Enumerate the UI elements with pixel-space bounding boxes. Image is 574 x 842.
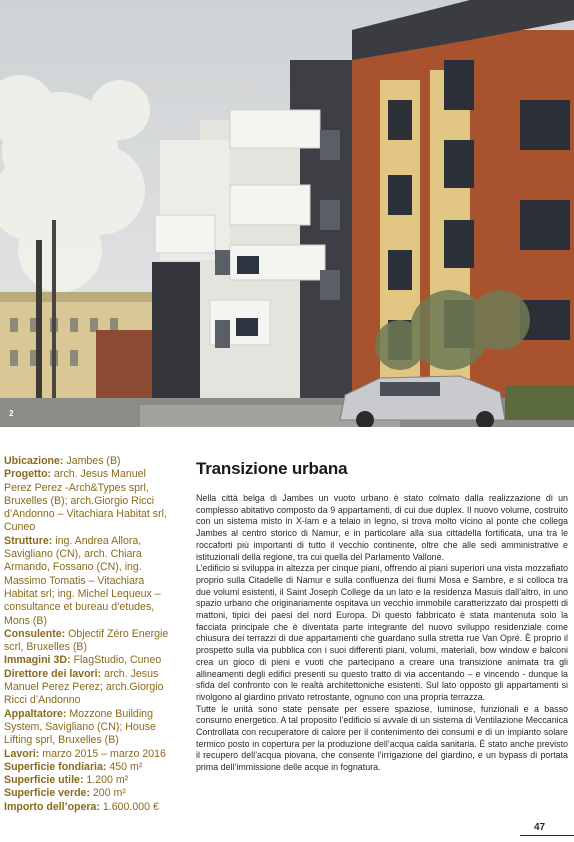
- info-direttore-lavori: Direttore dei lavori: arch. Jesus Manuel Perez Perez; arch.Giorgio Ricci d’Andonno: [4, 667, 164, 707]
- article-title: Transizione urbana: [196, 459, 348, 478]
- info-appaltatore: Appaltatore: Mozzone Building System, Savigliano (CN); House Lifting sprl, Bruxelles (B): [4, 707, 156, 747]
- article-body: [196, 493, 568, 774]
- info-superficie-verde: Superficie verde: 200 m²: [4, 787, 126, 800]
- article-paragraph: Tutte le unità sono state pensate per essere spaziose, luminose, funzionali e a basso consumo energetico. A tal proposito l’edificio si avvale di un sistema di Ventilazione Meccanica Controllata con recuperatore di calore per il contenimento dei consumi e di un impianto solare termico posto in copertura per la produzione dell’acqua calda sanitaria. È stato anche previsto il recupero dell’acqua piovana, che consente l’irrigazione del giardino, e un bypass di portata prima dell’immissione delle acque in fognatura.: [196, 703, 568, 773]
- page-number-rule: [520, 835, 574, 836]
- article-paragraph: Nella città belga di Jambes un vuoto urbano è stato colmato dalla realizzazione di un complesso abitativo composto da 9 appartamenti, di cui due duplex. Il nuovo volume, costruito con un sistema misto in X-lam e a telaio in legno, si trova molto vicino al ponte che collega Jambes al centro storico di Namur, e in particolare alla sua cittadella fortificata, una tra le roccaforti più importanti di tutto il vecchio continente, oltre che alle sedi amministrative e istituzionali della regione, tra cui quella del Parlamento Vallone.: [196, 493, 568, 562]
- info-consulente: Consulente: Objectif Zéro Energie scrl, Bruxelles (B): [4, 627, 169, 654]
- article-paragraph: L’edificio si sviluppa in altezza per cinque piani, offrendo ai piani superiori una vista mozzafiato proprio sulla Citadelle di Namur e sulla confluenza dei fiumi Mosa e Sambre, e si colloca tra due volumi esistenti, il Saint Joseph College da un lato e la residenza Masuis dall’altro, in uno spazio urbano che originariamente ospitava un vecchio immobile caratterizzato dai prospetti di mattoni, tipici dei paesi del nord Europa. Di questo fabbricato è stata mantenuta solo la facciata principale che è diventata parte integrante del nuovo sviluppo residenziale come chiusura dei terrazzi di due appartamenti che guardano sulla stretta rue Van Opré. È proprio il prospetto sulla via pubblica con i suoi differenti piani, volumi, materiali, bow window e balconi crea un gioco di pieni e vuoti che partecipano a creare una transizione animata tra gli allineamenti degli edifici presenti su questo tratto di via accentando – e vincendo - dunque la sfida del confronto con le realtà architettoniche esistenti. Sul lato opposto gli appartamenti si rivolgono al giardino privato retrostante, ognuno con una propria terrazza.: [196, 563, 568, 702]
- info-strutture: Strutture: ing. Andrea Allora, Savigliano (CN), arch. Chiara Armando, Fossano (CN), ing. Massimo Tomatis – Vitachiara Habitat srl; ing. Michel Lequeux – consultance et bureau d’etudes, Mons (B): [4, 534, 161, 627]
- project-info-sidebar: [4, 455, 172, 814]
- info-superficie-fondiaria: Superficie fondiaria: 450 m²: [4, 760, 143, 773]
- info-immagini-3d: Immagini 3D: FlagStudio, Cuneo: [4, 654, 162, 667]
- info-superficie-utile: Superficie utile: 1.200 m²: [4, 774, 129, 787]
- info-lavori: Lavori: marzo 2015 – marzo 2016: [4, 747, 166, 760]
- info-importo-opera: Importo dell’opera: 1.600.000 €: [4, 800, 159, 813]
- info-ubicazione: Ubicazione: Jambes (B): [4, 455, 121, 467]
- photo-number: 2: [9, 409, 14, 418]
- page-number: 47: [534, 822, 546, 833]
- info-progetto: Progetto: arch. Jesus Manuel Perez Perez -Arch&Types sprl, Bruxelles (B); arch.Giorgio Ricci d’Andonno – Vitachiara Habitat srl, Cuneo: [4, 468, 167, 534]
